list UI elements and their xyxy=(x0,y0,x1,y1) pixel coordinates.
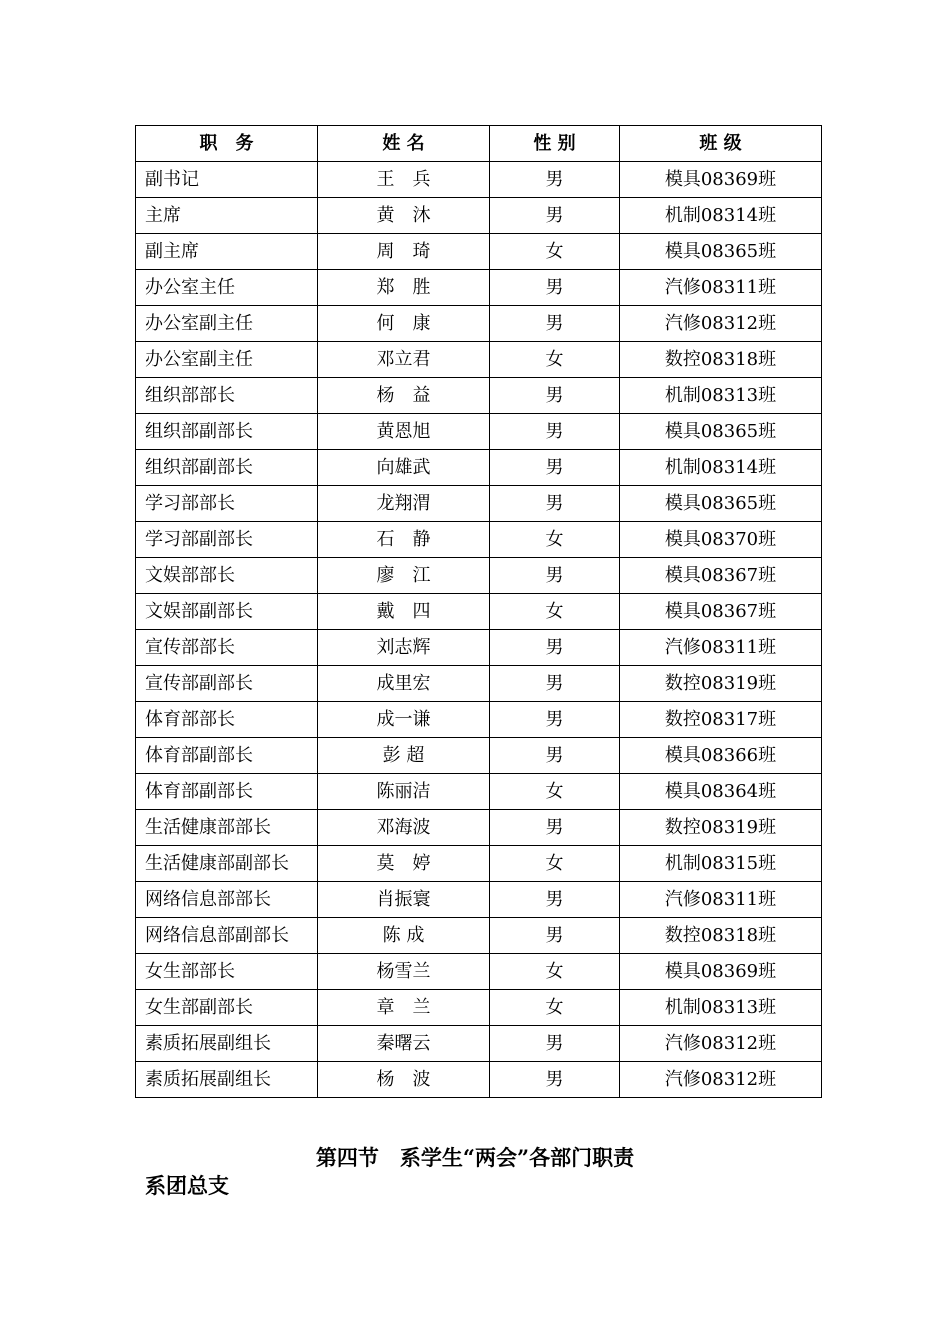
cell-gender: 男 xyxy=(490,666,620,702)
cell-gender: 女 xyxy=(490,954,620,990)
cell-class: 机制08314班 xyxy=(620,198,822,234)
cell-class: 汽修08312班 xyxy=(620,1062,822,1098)
cell-class: 模具08367班 xyxy=(620,558,822,594)
cell-role: 办公室副主任 xyxy=(136,306,318,342)
cell-gender: 男 xyxy=(490,486,620,522)
cell-gender: 男 xyxy=(490,270,620,306)
cell-name: 黄恩旭 xyxy=(318,414,490,450)
cell-class: 模具08365班 xyxy=(620,234,822,270)
table-row xyxy=(136,522,822,558)
cell-name: 王 兵 xyxy=(318,162,490,198)
cell-role: 宣传部副部长 xyxy=(136,666,318,702)
header-role: 职 务 xyxy=(136,126,318,162)
cell-name: 肖振寰 xyxy=(318,882,490,918)
cell-class: 模具08370班 xyxy=(620,522,822,558)
cell-role: 素质拓展副组长 xyxy=(136,1062,318,1098)
cell-class: 机制08313班 xyxy=(620,990,822,1026)
table-header-row xyxy=(136,126,822,162)
cell-gender: 男 xyxy=(490,306,620,342)
cell-name: 刘志辉 xyxy=(318,630,490,666)
cell-name: 成里宏 xyxy=(318,666,490,702)
table-row xyxy=(136,738,822,774)
cell-name: 陈 成 xyxy=(318,918,490,954)
cell-class: 汽修08312班 xyxy=(620,1026,822,1062)
cell-role: 宣传部部长 xyxy=(136,630,318,666)
table-row xyxy=(136,198,822,234)
cell-class: 机制08314班 xyxy=(620,450,822,486)
table-row xyxy=(136,1062,822,1098)
cell-class: 数控08319班 xyxy=(620,666,822,702)
table-row xyxy=(136,342,822,378)
cell-gender: 女 xyxy=(490,774,620,810)
cell-name: 周 琦 xyxy=(318,234,490,270)
cell-role: 体育部副部长 xyxy=(136,738,318,774)
table-row xyxy=(136,954,822,990)
cell-gender: 男 xyxy=(490,702,620,738)
cell-role: 主席 xyxy=(136,198,318,234)
table-row xyxy=(136,414,822,450)
cell-gender: 男 xyxy=(490,738,620,774)
cell-name: 陈丽洁 xyxy=(318,774,490,810)
cell-gender: 男 xyxy=(490,378,620,414)
cell-name: 黄 沐 xyxy=(318,198,490,234)
cell-class: 汽修08312班 xyxy=(620,306,822,342)
cell-name: 向雄武 xyxy=(318,450,490,486)
cell-name: 莫 婷 xyxy=(318,846,490,882)
cell-class: 模具08364班 xyxy=(620,774,822,810)
cell-name: 郑 胜 xyxy=(318,270,490,306)
table-row xyxy=(136,270,822,306)
cell-role: 办公室副主任 xyxy=(136,342,318,378)
cell-name: 章 兰 xyxy=(318,990,490,1026)
cell-role: 网络信息部副部长 xyxy=(136,918,318,954)
cell-role: 文娱部副部长 xyxy=(136,594,318,630)
cell-gender: 女 xyxy=(490,594,620,630)
cell-role: 素质拓展副组长 xyxy=(136,1026,318,1062)
section-subheading: 系团总支 xyxy=(145,1173,229,1198)
cell-role: 生活健康部副部长 xyxy=(136,846,318,882)
table-row xyxy=(136,702,822,738)
table-row xyxy=(136,846,822,882)
cell-gender: 男 xyxy=(490,450,620,486)
table-row xyxy=(136,486,822,522)
cell-name: 何 康 xyxy=(318,306,490,342)
cell-class: 模具08365班 xyxy=(620,486,822,522)
cell-class: 模具08365班 xyxy=(620,414,822,450)
cell-name: 杨 波 xyxy=(318,1062,490,1098)
table-row xyxy=(136,1026,822,1062)
cell-name: 彭 超 xyxy=(318,738,490,774)
table-row xyxy=(136,558,822,594)
cell-role: 组织部部长 xyxy=(136,378,318,414)
cell-class: 模具08366班 xyxy=(620,738,822,774)
cell-class: 模具08367班 xyxy=(620,594,822,630)
cell-class: 机制08313班 xyxy=(620,378,822,414)
cell-class: 机制08315班 xyxy=(620,846,822,882)
cell-name: 石 静 xyxy=(318,522,490,558)
cell-class: 数控08319班 xyxy=(620,810,822,846)
cell-gender: 女 xyxy=(490,234,620,270)
cell-role: 文娱部部长 xyxy=(136,558,318,594)
cell-class: 数控08317班 xyxy=(620,702,822,738)
cell-role: 女生部副部长 xyxy=(136,990,318,1026)
cell-gender: 男 xyxy=(490,918,620,954)
cell-name: 杨 益 xyxy=(318,378,490,414)
cell-gender: 男 xyxy=(490,162,620,198)
header-name: 姓 名 xyxy=(318,126,490,162)
cell-role: 副书记 xyxy=(136,162,318,198)
cell-class: 模具08369班 xyxy=(620,162,822,198)
cell-role: 副主席 xyxy=(136,234,318,270)
cell-name: 戴 四 xyxy=(318,594,490,630)
cell-class: 汽修08311班 xyxy=(620,630,822,666)
table-row xyxy=(136,378,822,414)
table-row xyxy=(136,630,822,666)
cell-role: 组织部副部长 xyxy=(136,414,318,450)
staff-table xyxy=(135,125,822,1098)
cell-name: 成一谦 xyxy=(318,702,490,738)
cell-gender: 女 xyxy=(490,846,620,882)
cell-gender: 男 xyxy=(490,198,620,234)
cell-class: 汽修08311班 xyxy=(620,270,822,306)
cell-name: 廖 江 xyxy=(318,558,490,594)
cell-gender: 男 xyxy=(490,882,620,918)
cell-class: 汽修08311班 xyxy=(620,882,822,918)
cell-role: 学习部部长 xyxy=(136,486,318,522)
cell-role: 办公室主任 xyxy=(136,270,318,306)
table-row xyxy=(136,774,822,810)
cell-gender: 男 xyxy=(490,1026,620,1062)
cell-role: 女生部部长 xyxy=(136,954,318,990)
cell-role: 学习部副部长 xyxy=(136,522,318,558)
cell-role: 网络信息部部长 xyxy=(136,882,318,918)
cell-name: 龙翔渭 xyxy=(318,486,490,522)
cell-gender: 男 xyxy=(490,1062,620,1098)
table-row xyxy=(136,234,822,270)
cell-role: 体育部部长 xyxy=(136,702,318,738)
table-row xyxy=(136,810,822,846)
cell-gender: 男 xyxy=(490,558,620,594)
cell-gender: 男 xyxy=(490,810,620,846)
cell-role: 体育部副部长 xyxy=(136,774,318,810)
cell-gender: 女 xyxy=(490,522,620,558)
cell-role: 组织部副部长 xyxy=(136,450,318,486)
cell-name: 邓海波 xyxy=(318,810,490,846)
table-row xyxy=(136,918,822,954)
table-body xyxy=(136,162,822,1098)
table-row xyxy=(136,990,822,1026)
cell-gender: 女 xyxy=(490,342,620,378)
table-row xyxy=(136,594,822,630)
cell-name: 杨雪兰 xyxy=(318,954,490,990)
cell-name: 邓立君 xyxy=(318,342,490,378)
cell-class: 数控08318班 xyxy=(620,342,822,378)
cell-class: 模具08369班 xyxy=(620,954,822,990)
cell-gender: 男 xyxy=(490,414,620,450)
table-row xyxy=(136,306,822,342)
header-class: 班 级 xyxy=(620,126,822,162)
cell-gender: 女 xyxy=(490,990,620,1026)
table-row xyxy=(136,882,822,918)
table-row xyxy=(136,666,822,702)
cell-role: 生活健康部部长 xyxy=(136,810,318,846)
cell-name: 秦曙云 xyxy=(318,1026,490,1062)
table-row xyxy=(136,162,822,198)
table-row xyxy=(136,450,822,486)
header-gender: 性 别 xyxy=(490,126,620,162)
section-title: 第四节 系学生“两会”各部门职责 xyxy=(315,1145,635,1170)
cell-class: 数控08318班 xyxy=(620,918,822,954)
cell-gender: 男 xyxy=(490,630,620,666)
